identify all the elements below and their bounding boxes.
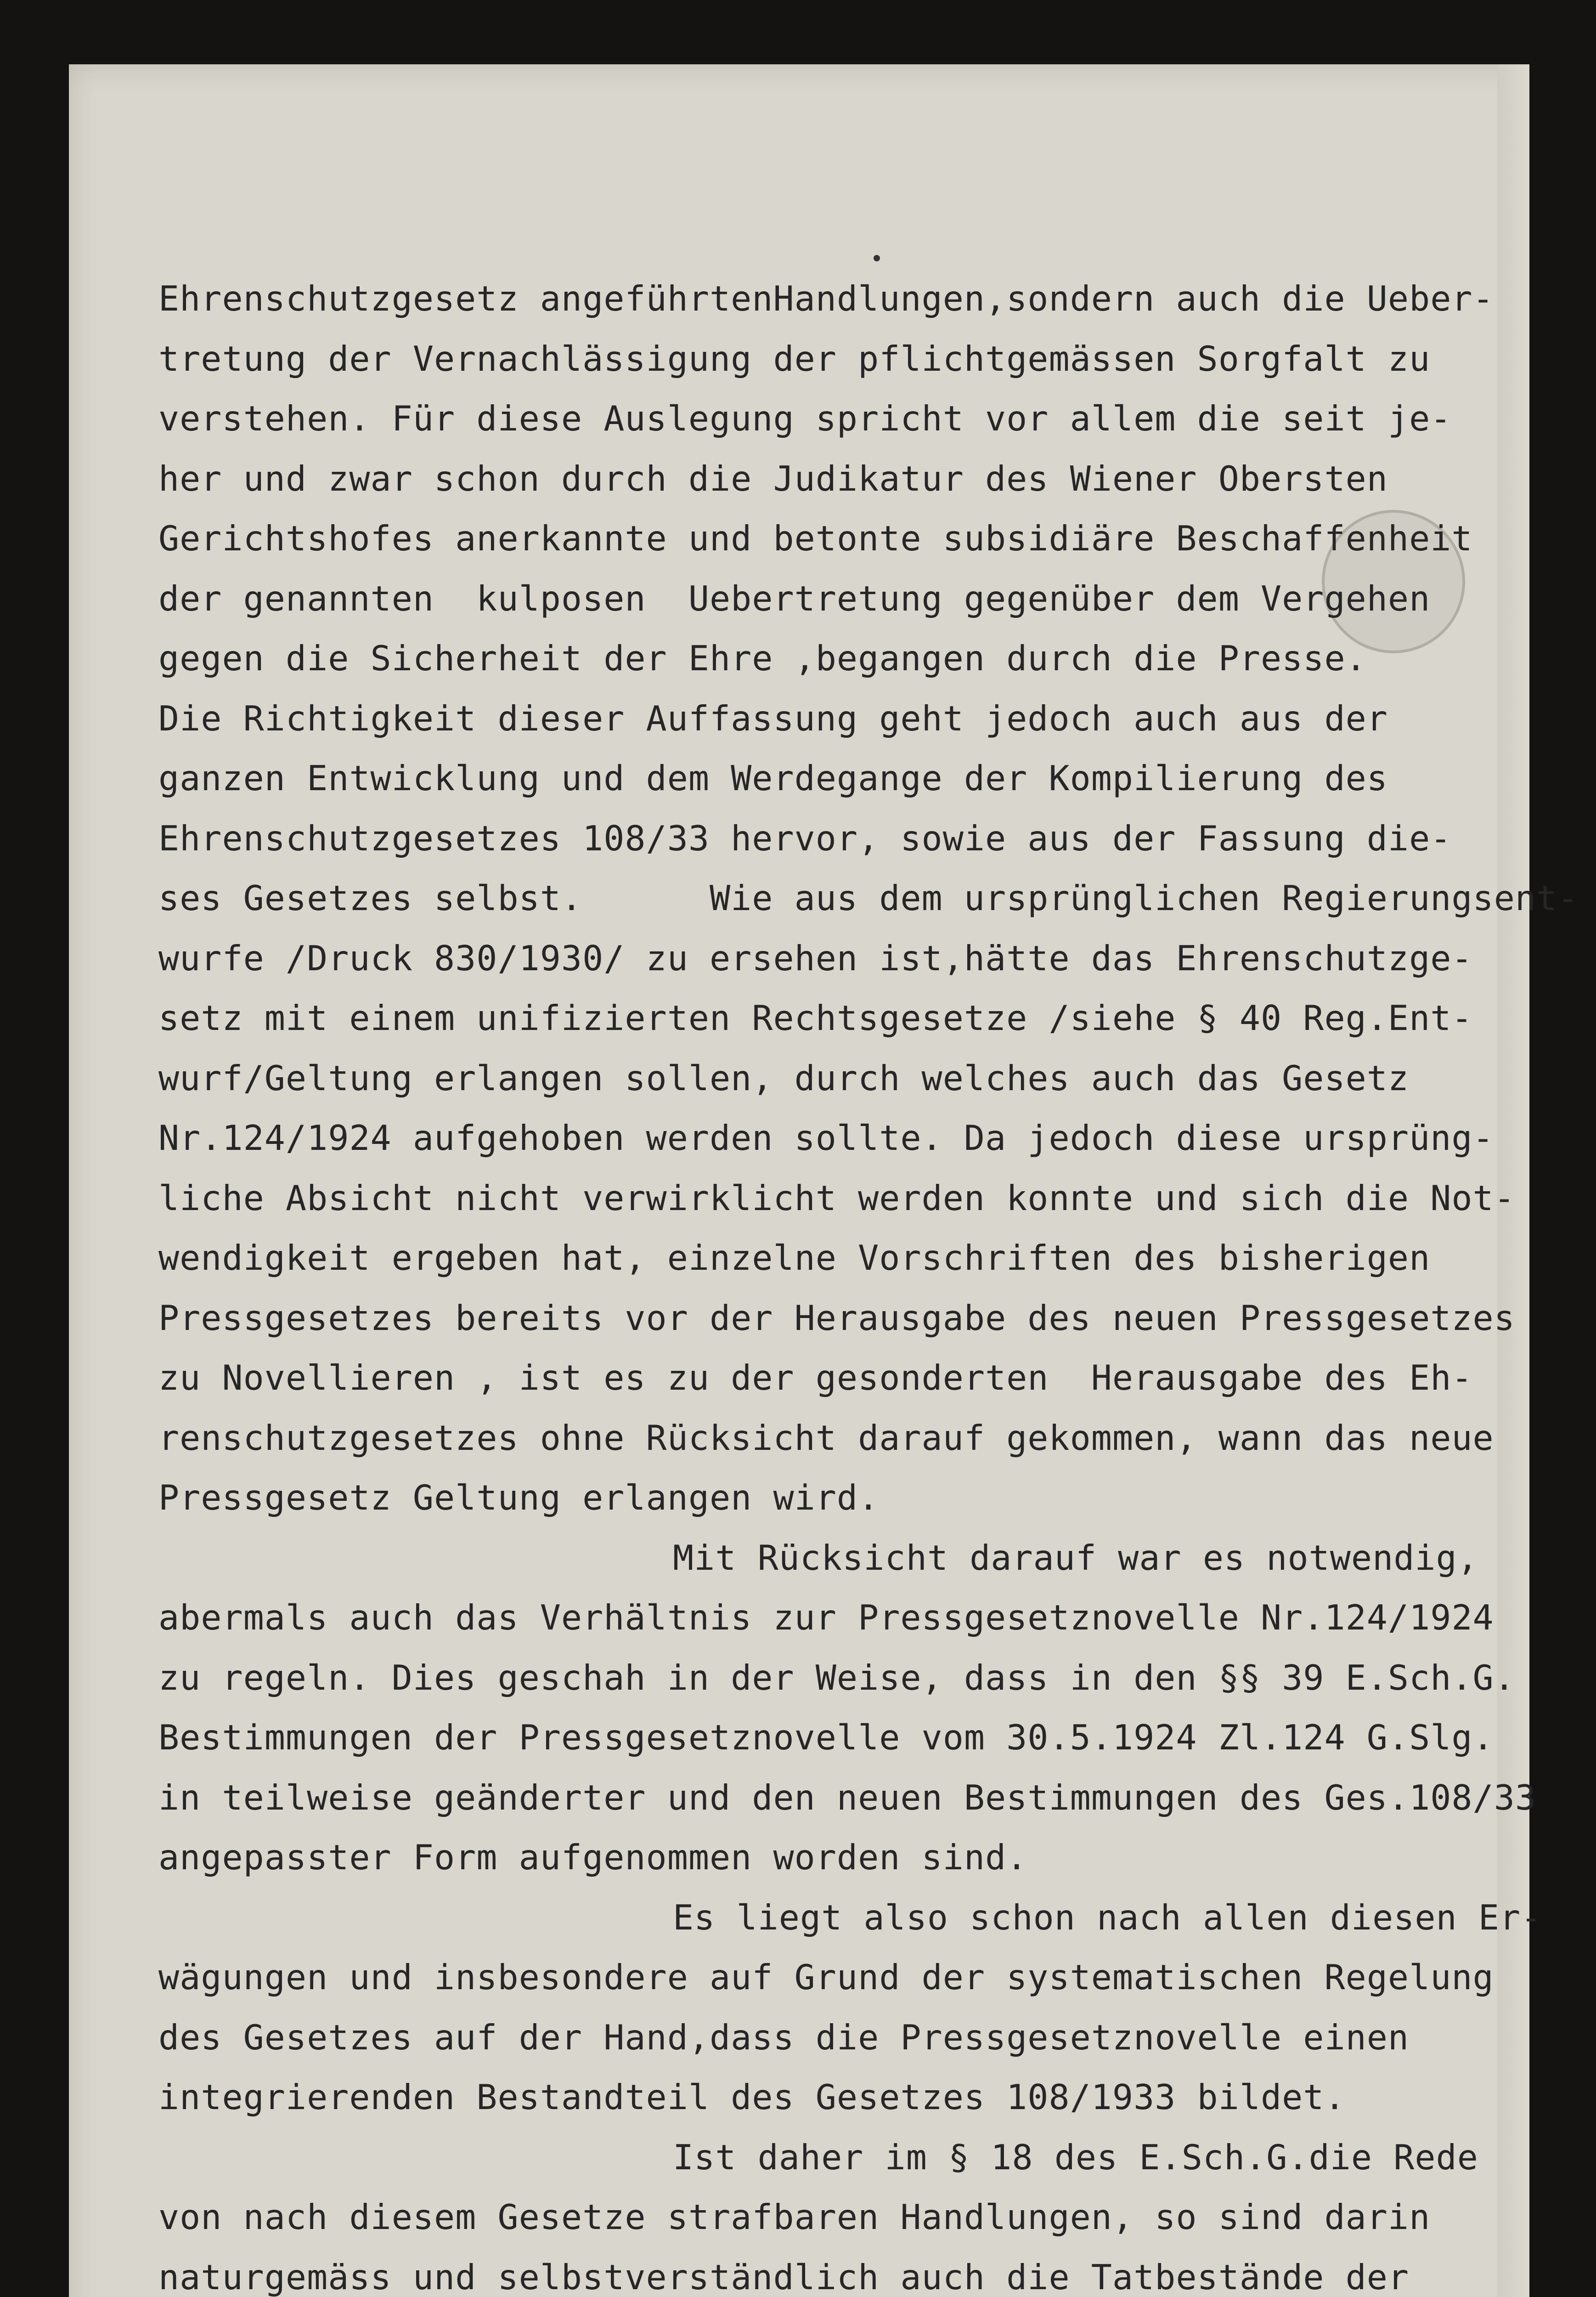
text-line: wurfe /Druck 830/1930/ zu ersehen ist,hätte das Ehrenschutzge-	[158, 938, 1473, 979]
text-line: angepasster Form aufgenommen worden sind.	[158, 1837, 1028, 1878]
text-line: gegen die Sicherheit der Ehre ,begangen durch die Presse.	[158, 638, 1367, 679]
typed-text-body	[158, 269, 1579, 2297]
text-line: liche Absicht nicht verwirklicht werden konnte und sich die Not-	[158, 1177, 1515, 1218]
text-line: wendigkeit ergeben hat, einzelne Vorschriften des bisherigen	[158, 1238, 1431, 1278]
text-line: Es liegt also schon nach allen diesen Er-	[673, 1897, 1542, 1938]
text-line: von nach diesem Gesetze strafbaren Handlungen, so sind darin	[158, 2197, 1431, 2237]
text-line: Bestimmungen der Pressgesetznovelle vom 30.5.1924 Zl.124 G.Slg.	[158, 1717, 1494, 1758]
text-line: Ehrenschutzgesetz angeführtenHandlungen,sondern auch die Ueber-	[158, 278, 1494, 319]
text-line: ses Gesetzes selbst. Wie aus dem ursprünglichen Regierungsent-	[158, 878, 1579, 918]
text-line: der genannten kulposen Uebertretung gegenüber dem Vergehen	[158, 578, 1431, 619]
text-line: Die Richtigkeit dieser Auffassung geht jedoch auch aus der	[158, 698, 1388, 739]
text-line: abermals auch das Verhältnis zur Pressgesetznovelle Nr.124/1924	[158, 1597, 1494, 1638]
text-line: integrierenden Bestandteil des Gesetzes 108/1933 bildet.	[158, 2077, 1346, 2117]
text-line: her und zwar schon durch die Judikatur des Wiener Obersten	[158, 458, 1388, 499]
text-line: zu regeln. Dies geschah in der Weise, dass in den §§ 39 E.Sch.G.	[158, 1657, 1515, 1698]
text-line: ganzen Entwicklung und dem Werdegange der Kompilierung des	[158, 758, 1388, 798]
paper-speck	[874, 255, 880, 261]
text-line: setz mit einem unifizierten Rechtsgesetze /siehe § 40 Reg.Ent-	[158, 998, 1473, 1038]
text-line: Ehrenschutzgesetzes 108/33 hervor, sowie aus der Fassung die-	[158, 818, 1452, 859]
text-line: Gerichtshofes anerkannte und betonte subsidiäre Beschaffenheit	[158, 518, 1473, 559]
text-line: Mit Rücksicht darauf war es notwendig,	[673, 1537, 1478, 1578]
text-line: Nr.124/1924 aufgehoben werden sollte. Da jedoch diese ursprüng-	[158, 1118, 1494, 1158]
text-line: in teilweise geänderter und den neuen Bestimmungen des Ges.108/33	[158, 1777, 1536, 1818]
text-line: wägungen und insbesondere auf Grund der systematischen Regelung	[158, 1957, 1494, 1997]
text-line: des Gesetzes auf der Hand,dass die Pressgesetznovelle einen	[158, 2017, 1410, 2058]
text-line: Pressgesetz Geltung erlangen wird.	[158, 1477, 880, 1518]
text-line: Ist daher im § 18 des E.Sch.G.die Rede	[673, 2137, 1478, 2178]
text-line: tretung der Vernachlässigung der pflichtgemässen Sorgfalt zu	[158, 338, 1431, 379]
text-line: verstehen. Für diese Auslegung spricht vor allem die seit je-	[158, 398, 1452, 439]
text-line: zu Novellieren , ist es zu der gesonderten Herausgabe des Eh-	[158, 1358, 1473, 1398]
text-line: wurf/Geltung erlangen sollen, durch welches auch das Gesetz	[158, 1058, 1410, 1098]
text-line: Pressgesetzes bereits vor der Herausgabe des neuen Pressgesetzes	[158, 1297, 1515, 1338]
text-line: renschutzgesetzes ohne Rücksicht darauf gekommen, wann das neue	[158, 1417, 1494, 1458]
text-line: naturgemäss und selbstverständlich auch die Tatbestände der	[158, 2257, 1410, 2297]
